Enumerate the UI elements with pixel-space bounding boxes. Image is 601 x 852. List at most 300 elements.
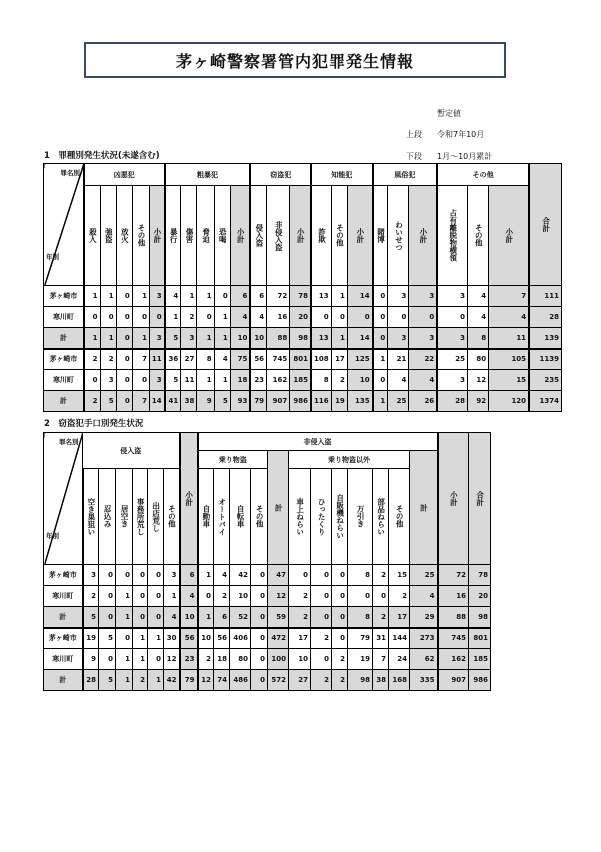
value-cell: 986 bbox=[469, 670, 491, 691]
vehicle-header: 乗り物盗 bbox=[198, 451, 268, 469]
upper-value: 令和7年10月 bbox=[437, 130, 485, 139]
value-cell: 0 bbox=[332, 628, 348, 649]
value-cell: 801 bbox=[290, 349, 311, 370]
value-cell: 7 bbox=[373, 649, 389, 670]
value-cell: 12 bbox=[198, 670, 214, 691]
column-header bbox=[198, 469, 214, 565]
header-label: その他 bbox=[474, 224, 484, 247]
value-cell: 1 bbox=[197, 328, 214, 349]
header-label: わいせつ bbox=[394, 220, 404, 251]
value-cell: 3 bbox=[149, 370, 164, 391]
row-label: 計 bbox=[44, 391, 84, 412]
header-label: 脅迫 bbox=[201, 228, 211, 243]
value-cell: 1 bbox=[214, 307, 230, 328]
corner-bottom-label: 年別 bbox=[46, 253, 59, 261]
group-header: 知能犯 bbox=[311, 164, 373, 186]
value-cell: 19 bbox=[331, 391, 347, 412]
header-label: 空き巣狙い bbox=[86, 497, 96, 536]
header-label: その他 bbox=[395, 505, 405, 528]
value-cell: 56 bbox=[250, 349, 266, 370]
corner-bottom-label: 年別 bbox=[46, 532, 59, 540]
value-cell: 3 bbox=[437, 286, 467, 307]
value-cell: 98 bbox=[469, 607, 491, 628]
value-cell: 105 bbox=[489, 349, 529, 370]
header-label: 居空き bbox=[120, 505, 130, 528]
value-cell: 15 bbox=[489, 370, 529, 391]
value-cell: 0 bbox=[133, 586, 148, 607]
value-cell: 0 bbox=[116, 328, 132, 349]
value-cell: 5 bbox=[214, 391, 230, 412]
lower-label: 下段 bbox=[406, 152, 422, 161]
value-cell: 5 bbox=[99, 670, 116, 691]
value-cell: 3 bbox=[100, 370, 116, 391]
total-header bbox=[529, 164, 561, 286]
value-cell: 0 bbox=[332, 607, 348, 628]
value-cell: 3 bbox=[437, 370, 467, 391]
value-cell: 2 bbox=[311, 628, 332, 649]
value-cell: 24 bbox=[389, 649, 410, 670]
value-cell: 5 bbox=[100, 391, 116, 412]
value-cell: 801 bbox=[469, 628, 491, 649]
value-cell: 0 bbox=[198, 586, 214, 607]
value-cell: 0 bbox=[148, 607, 164, 628]
value-cell: 1 bbox=[84, 328, 100, 349]
header-label: 小計 bbox=[449, 491, 459, 506]
value-cell: 2 bbox=[289, 607, 311, 628]
value-cell: 2 bbox=[373, 565, 389, 586]
header-label: 自転車 bbox=[236, 505, 246, 528]
row-label: 計 bbox=[44, 328, 84, 349]
intrusion-subtotal-header bbox=[180, 433, 198, 565]
value-cell: 4 bbox=[214, 349, 230, 370]
group-header: 風俗犯 bbox=[373, 164, 438, 186]
value-cell: 4 bbox=[165, 286, 181, 307]
other-than-vehicle-header: 乗り物盗以外 bbox=[289, 451, 410, 469]
header-label: 万引き bbox=[356, 505, 366, 528]
column-header bbox=[116, 469, 133, 565]
value-cell: 1 bbox=[331, 286, 347, 307]
value-cell: 12 bbox=[164, 649, 180, 670]
header-label: 事務所荒し bbox=[136, 497, 146, 536]
value-cell: 1 bbox=[116, 607, 133, 628]
column-header bbox=[230, 186, 250, 286]
value-cell: 0 bbox=[388, 307, 409, 328]
row-label: 寒川町 bbox=[44, 649, 83, 670]
group-header: その他 bbox=[437, 164, 529, 186]
value-cell: 1 bbox=[116, 649, 133, 670]
table2-heading: 2 窃盗犯手口別発生状況 bbox=[44, 419, 144, 429]
value-cell: 0 bbox=[99, 565, 116, 586]
header-label: 小計 bbox=[296, 228, 306, 243]
header-label: 非侵入盗 bbox=[274, 220, 284, 251]
value-cell: 0 bbox=[99, 649, 116, 670]
value-cell: 0 bbox=[116, 565, 133, 586]
table1-heading: 1 罪種別発生状況(未遂含む) bbox=[44, 151, 160, 161]
value-cell: 98 bbox=[290, 328, 311, 349]
value-cell: 0 bbox=[148, 649, 164, 670]
value-cell: 116 bbox=[311, 391, 331, 412]
value-cell: 0 bbox=[251, 670, 268, 691]
value-cell: 29 bbox=[410, 607, 438, 628]
value-cell: 12 bbox=[268, 586, 289, 607]
value-cell: 0 bbox=[409, 307, 437, 328]
column-header bbox=[99, 469, 116, 565]
value-cell: 907 bbox=[267, 391, 290, 412]
value-cell: 0 bbox=[251, 607, 268, 628]
column-header bbox=[132, 186, 149, 286]
value-cell: 25 bbox=[437, 349, 467, 370]
header-label: 強盗 bbox=[104, 228, 114, 243]
value-cell: 8 bbox=[467, 328, 488, 349]
value-cell: 406 bbox=[230, 628, 251, 649]
value-cell: 74 bbox=[214, 670, 230, 691]
value-cell: 13 bbox=[311, 286, 331, 307]
value-cell: 0 bbox=[148, 586, 164, 607]
value-cell: 88 bbox=[267, 328, 290, 349]
value-cell: 0 bbox=[99, 607, 116, 628]
value-cell: 4 bbox=[250, 307, 266, 328]
header-label: 小計 bbox=[152, 228, 162, 243]
row-label: 寒川町 bbox=[44, 307, 84, 328]
value-cell: 2 bbox=[311, 670, 332, 691]
value-cell: 0 bbox=[311, 607, 332, 628]
value-cell: 6 bbox=[250, 286, 266, 307]
value-cell: 1 bbox=[164, 586, 180, 607]
value-cell: 0 bbox=[132, 370, 149, 391]
intrusion-header: 侵入盗 bbox=[83, 433, 180, 469]
value-cell: 25 bbox=[410, 565, 438, 586]
header-label: 計 bbox=[419, 503, 429, 512]
value-cell: 0 bbox=[373, 307, 388, 328]
value-cell: 2 bbox=[198, 649, 214, 670]
value-cell: 0 bbox=[311, 565, 332, 586]
value-cell: 1 bbox=[198, 607, 214, 628]
column-header bbox=[148, 469, 164, 565]
value-cell: 1 bbox=[132, 286, 149, 307]
table-row bbox=[44, 607, 491, 628]
value-cell: 5 bbox=[83, 607, 99, 628]
value-cell: 3 bbox=[409, 286, 437, 307]
value-cell: 135 bbox=[347, 391, 372, 412]
value-cell: 0 bbox=[116, 349, 132, 370]
header-label: オートバイ bbox=[217, 497, 227, 536]
value-cell: 745 bbox=[267, 349, 290, 370]
value-cell: 1 bbox=[214, 370, 230, 391]
value-cell: 1 bbox=[116, 670, 133, 691]
vehicle-total-header bbox=[268, 451, 289, 565]
value-cell: 12 bbox=[467, 370, 488, 391]
value-cell: 42 bbox=[230, 565, 251, 586]
group-header: 窃盗犯 bbox=[250, 164, 311, 186]
header-label: 小計 bbox=[504, 228, 514, 243]
value-cell: 0 bbox=[133, 565, 148, 586]
value-cell: 0 bbox=[289, 565, 311, 586]
value-cell: 26 bbox=[409, 391, 437, 412]
header-label: 小計 bbox=[418, 228, 428, 243]
table-row bbox=[44, 286, 562, 307]
value-cell: 47 bbox=[268, 565, 289, 586]
value-cell: 1 bbox=[132, 328, 149, 349]
column-header bbox=[332, 469, 348, 565]
value-cell: 3 bbox=[388, 286, 409, 307]
row-label: 茅ヶ崎市 bbox=[44, 349, 84, 370]
column-header bbox=[373, 186, 388, 286]
value-cell: 1 bbox=[197, 370, 214, 391]
value-cell: 486 bbox=[230, 670, 251, 691]
value-cell: 1 bbox=[84, 286, 100, 307]
theft-method-table bbox=[43, 432, 491, 691]
value-cell: 3 bbox=[181, 328, 197, 349]
value-cell: 6 bbox=[230, 286, 250, 307]
value-cell: 19 bbox=[83, 628, 99, 649]
value-cell: 0 bbox=[251, 628, 268, 649]
value-cell: 1 bbox=[181, 286, 197, 307]
value-cell: 56 bbox=[180, 628, 198, 649]
header-label: 暴行 bbox=[169, 228, 179, 243]
column-header bbox=[388, 186, 409, 286]
value-cell: 80 bbox=[230, 649, 251, 670]
value-cell: 4 bbox=[489, 307, 529, 328]
header-label: 占有離脱物横領 bbox=[448, 209, 458, 262]
table-row bbox=[44, 586, 491, 607]
value-cell: 335 bbox=[410, 670, 438, 691]
value-cell: 6 bbox=[180, 565, 198, 586]
value-cell: 5 bbox=[165, 370, 181, 391]
column-header bbox=[467, 186, 488, 286]
value-cell: 0 bbox=[373, 586, 389, 607]
value-cell: 4 bbox=[467, 307, 488, 328]
value-cell: 10 bbox=[230, 328, 250, 349]
column-header bbox=[437, 186, 467, 286]
column-header bbox=[133, 469, 148, 565]
value-cell: 0 bbox=[116, 370, 132, 391]
header-label: 小計 bbox=[355, 228, 365, 243]
header-label: 賭博 bbox=[376, 228, 386, 243]
value-cell: 0 bbox=[373, 370, 388, 391]
value-cell: 0 bbox=[133, 607, 148, 628]
value-cell: 4 bbox=[230, 307, 250, 328]
value-cell: 2 bbox=[331, 370, 347, 391]
table-row bbox=[44, 391, 562, 412]
group-header: 粗暴犯 bbox=[165, 164, 251, 186]
column-header bbox=[311, 469, 332, 565]
value-cell: 18 bbox=[214, 649, 230, 670]
header-label: 部品ねらい bbox=[376, 497, 386, 536]
value-cell: 14 bbox=[149, 391, 164, 412]
column-header bbox=[100, 186, 116, 286]
value-cell: 79 bbox=[348, 628, 373, 649]
header-label: 出店荒し bbox=[151, 501, 161, 532]
value-cell: 472 bbox=[268, 628, 289, 649]
header-label: 小計 bbox=[236, 228, 246, 243]
lower-value: 1月～10月累計 bbox=[437, 152, 493, 161]
value-cell: 4 bbox=[214, 565, 230, 586]
non-intrusion-header: 非侵入盗 bbox=[198, 433, 438, 451]
corner-top-label: 罪名別 bbox=[59, 438, 79, 446]
value-cell: 0 bbox=[84, 307, 100, 328]
value-cell: 11 bbox=[489, 328, 529, 349]
value-cell: 273 bbox=[410, 628, 438, 649]
value-cell: 0 bbox=[437, 307, 467, 328]
value-cell: 0 bbox=[116, 628, 133, 649]
value-cell: 8 bbox=[311, 370, 331, 391]
value-cell: 1 bbox=[373, 349, 388, 370]
value-cell: 1 bbox=[116, 586, 133, 607]
value-cell: 1139 bbox=[529, 349, 561, 370]
column-header bbox=[214, 469, 230, 565]
column-header bbox=[251, 469, 268, 565]
value-cell: 0 bbox=[251, 565, 268, 586]
value-cell: 2 bbox=[181, 307, 197, 328]
value-cell: 80 bbox=[467, 349, 488, 370]
header-label: 忍込み bbox=[103, 505, 113, 528]
header-label: 自動車 bbox=[201, 505, 211, 528]
value-cell: 62 bbox=[410, 649, 438, 670]
value-cell: 14 bbox=[347, 286, 372, 307]
value-cell: 6 bbox=[214, 607, 230, 628]
table-row bbox=[44, 349, 562, 370]
value-cell: 41 bbox=[165, 391, 181, 412]
value-cell: 907 bbox=[438, 670, 469, 691]
value-cell: 2 bbox=[289, 586, 311, 607]
value-cell: 93 bbox=[230, 391, 250, 412]
row-label: 寒川町 bbox=[44, 586, 83, 607]
value-cell: 0 bbox=[149, 307, 164, 328]
value-cell: 78 bbox=[469, 565, 491, 586]
value-cell: 1 bbox=[197, 286, 214, 307]
header-label: その他 bbox=[255, 505, 265, 528]
value-cell: 23 bbox=[180, 649, 198, 670]
column-header bbox=[267, 186, 290, 286]
value-cell: 28 bbox=[437, 391, 467, 412]
column-header bbox=[348, 469, 373, 565]
value-cell: 56 bbox=[214, 628, 230, 649]
value-cell: 19 bbox=[348, 649, 373, 670]
header-label: 恐喝 bbox=[218, 228, 228, 243]
value-cell: 88 bbox=[438, 607, 469, 628]
value-cell: 1374 bbox=[529, 391, 561, 412]
table-row bbox=[44, 328, 562, 349]
value-cell: 3 bbox=[164, 565, 180, 586]
row-label: 茅ヶ崎市 bbox=[44, 565, 83, 586]
value-cell: 2 bbox=[100, 349, 116, 370]
value-cell: 0 bbox=[116, 391, 132, 412]
value-cell: 3 bbox=[83, 565, 99, 586]
value-cell: 0 bbox=[251, 586, 268, 607]
header-label: 侵入盗 bbox=[254, 224, 264, 247]
value-cell: 30 bbox=[164, 628, 180, 649]
value-cell: 0 bbox=[99, 586, 116, 607]
value-cell: 10 bbox=[347, 370, 372, 391]
value-cell: 139 bbox=[529, 328, 561, 349]
value-cell: 7 bbox=[132, 391, 149, 412]
value-cell: 10 bbox=[180, 607, 198, 628]
value-cell: 986 bbox=[290, 391, 311, 412]
value-cell: 7 bbox=[132, 349, 149, 370]
column-header bbox=[149, 186, 164, 286]
table-row bbox=[44, 649, 491, 670]
header-label: 計 bbox=[274, 503, 284, 512]
value-cell: 125 bbox=[347, 349, 372, 370]
value-cell: 4 bbox=[467, 286, 488, 307]
value-cell: 235 bbox=[529, 370, 561, 391]
header-label: その他 bbox=[137, 224, 146, 247]
value-cell: 3 bbox=[149, 328, 164, 349]
value-cell: 36 bbox=[165, 349, 181, 370]
column-header bbox=[290, 186, 311, 286]
row-label: 計 bbox=[44, 607, 83, 628]
column-header bbox=[289, 469, 311, 565]
column-header bbox=[165, 186, 181, 286]
column-header bbox=[373, 469, 389, 565]
value-cell: 17 bbox=[289, 628, 311, 649]
value-cell: 28 bbox=[529, 307, 561, 328]
header-label: 放火 bbox=[120, 228, 130, 243]
value-cell: 4 bbox=[180, 586, 198, 607]
column-header bbox=[389, 469, 410, 565]
value-cell: 4 bbox=[164, 607, 180, 628]
corner-header bbox=[44, 433, 83, 565]
value-cell: 79 bbox=[250, 391, 266, 412]
value-cell: 1 bbox=[133, 628, 148, 649]
value-cell: 0 bbox=[347, 307, 372, 328]
value-cell: 1 bbox=[148, 628, 164, 649]
header-label: 小計 bbox=[184, 491, 194, 506]
row-label: 計 bbox=[44, 670, 83, 691]
value-cell: 9 bbox=[197, 391, 214, 412]
value-cell: 72 bbox=[267, 286, 290, 307]
value-cell: 1 bbox=[373, 391, 388, 412]
header-label: 殺人 bbox=[88, 228, 98, 243]
value-cell: 2 bbox=[133, 670, 148, 691]
value-cell: 2 bbox=[332, 670, 348, 691]
value-cell: 10 bbox=[250, 328, 266, 349]
value-cell: 18 bbox=[230, 370, 250, 391]
value-cell: 2 bbox=[389, 586, 410, 607]
value-cell: 0 bbox=[251, 649, 268, 670]
value-cell: 16 bbox=[438, 586, 469, 607]
total-header bbox=[469, 433, 491, 565]
row-label: 寒川町 bbox=[44, 370, 84, 391]
header-label: 車上ねらい bbox=[295, 497, 305, 536]
value-cell: 2 bbox=[84, 391, 100, 412]
group-header: 凶悪犯 bbox=[84, 164, 165, 186]
value-cell: 0 bbox=[84, 370, 100, 391]
value-cell: 17 bbox=[389, 607, 410, 628]
value-cell: 0 bbox=[331, 307, 347, 328]
value-cell: 28 bbox=[83, 670, 99, 691]
value-cell: 52 bbox=[230, 607, 251, 628]
corner-header bbox=[44, 164, 84, 286]
value-cell: 78 bbox=[290, 286, 311, 307]
corner-top-label: 罪名別 bbox=[60, 169, 80, 177]
value-cell: 0 bbox=[373, 286, 388, 307]
table-row bbox=[44, 370, 562, 391]
value-cell: 120 bbox=[489, 391, 529, 412]
value-cell: 13 bbox=[311, 328, 331, 349]
crime-type-table bbox=[43, 163, 562, 412]
value-cell: 0 bbox=[311, 307, 331, 328]
value-cell: 72 bbox=[438, 565, 469, 586]
value-cell: 1 bbox=[214, 328, 230, 349]
value-cell: 23 bbox=[250, 370, 266, 391]
header-label: その他 bbox=[167, 505, 177, 528]
value-cell: 16 bbox=[267, 307, 290, 328]
value-cell: 745 bbox=[438, 628, 469, 649]
value-cell: 42 bbox=[164, 670, 180, 691]
value-cell: 3 bbox=[149, 286, 164, 307]
value-cell: 14 bbox=[347, 328, 372, 349]
